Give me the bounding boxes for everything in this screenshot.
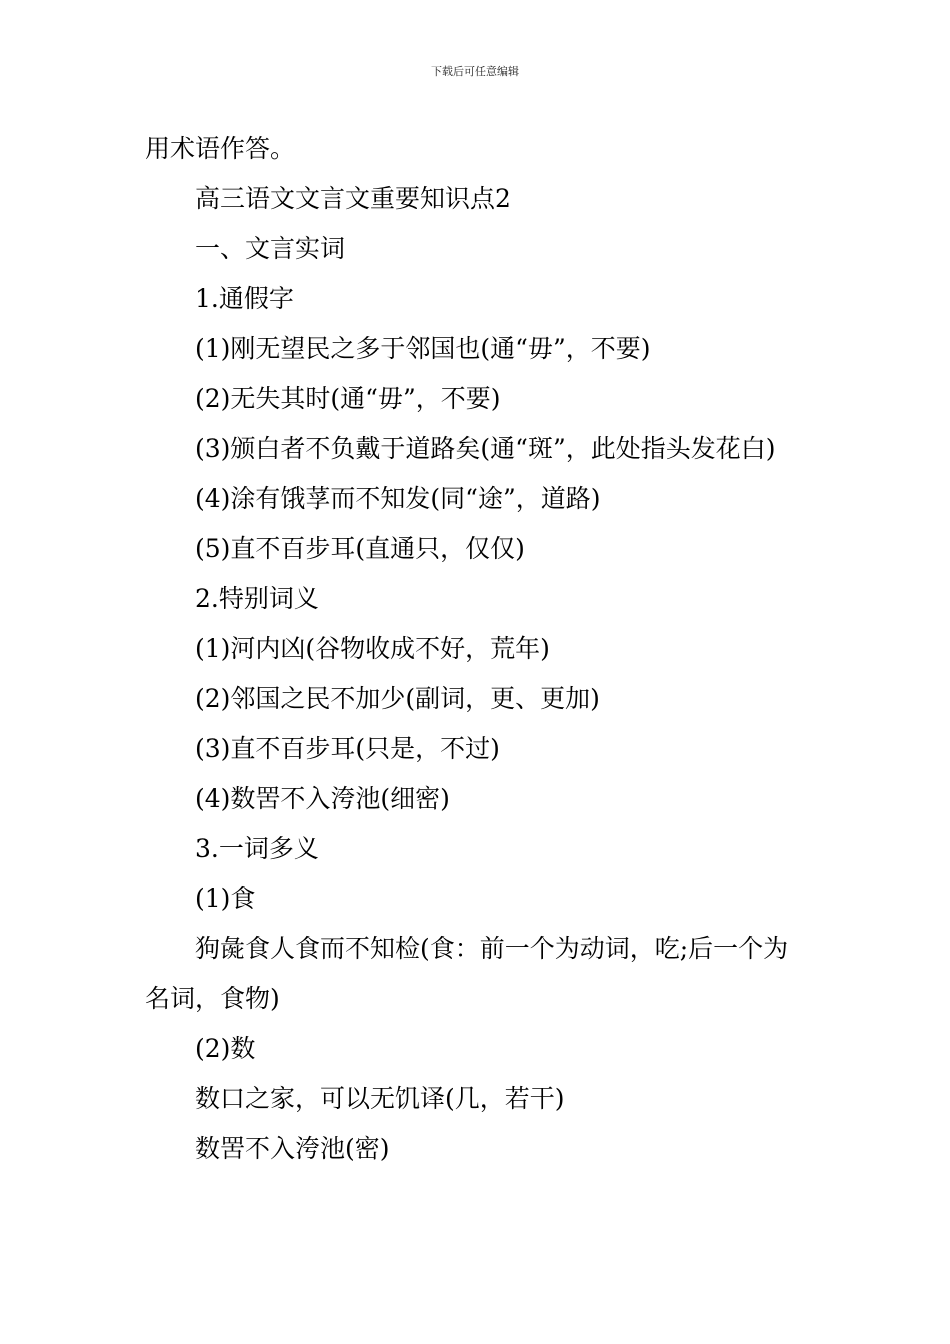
list-item: (2)数 <box>195 1034 256 1063</box>
list-item: (3)颁白者不负戴于道路矣(通“斑”，此处指头发花白) <box>195 434 776 463</box>
subheading-tongjiazi: 1.通假字 <box>195 284 294 313</box>
list-item: (1)河内凶(谷物收成不好，荒年) <box>195 634 550 663</box>
subheading-yici-duoyi: 3.一词多义 <box>195 834 319 863</box>
document-body <box>145 124 810 1174</box>
list-item: (4)数罟不入洿池(细密) <box>195 784 450 813</box>
list-item: (2)无失其时(通“毋”，不要) <box>195 384 501 413</box>
page-header: 下载后可任意编辑 <box>431 65 519 78</box>
section-title: 高三语文文言文重要知识点2 <box>195 184 511 213</box>
example-sentence: 数罟不入洿池(密) <box>195 1134 390 1163</box>
list-item: (4)涂有饿莩而不知发(同“途”，道路) <box>195 484 601 513</box>
list-item: (1)刚无望民之多于邻国也(通“毋”，不要) <box>195 334 651 363</box>
list-item: (2)邻国之民不加少(副词，更、更加) <box>195 684 600 713</box>
heading-wenyan-shici: 一、文言实词 <box>195 234 346 263</box>
example-sentence: 狗彘食人食而不知检(食：前一个为动词，吃;后一个为名词，食物) <box>145 934 789 1013</box>
list-item: (1)食 <box>195 884 256 913</box>
example-sentence: 数口之家，可以无饥译(几，若干) <box>195 1084 565 1113</box>
list-item: (3)直不百步耳(只是，不过) <box>195 734 500 763</box>
list-item: (5)直不百步耳(直通只，仅仅) <box>195 534 525 563</box>
paragraph: 用术语作答。 <box>145 134 296 163</box>
subheading-tebie-ciyi: 2.特别词义 <box>195 584 319 613</box>
